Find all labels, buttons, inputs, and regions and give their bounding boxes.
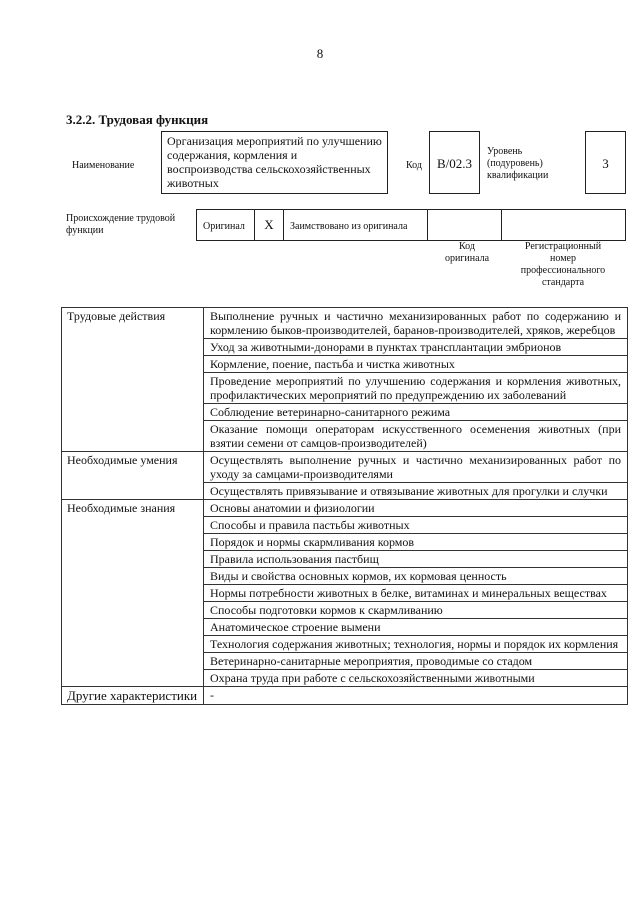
required-knowledge-heading: Необходимые знания <box>62 500 204 687</box>
code-value-box: В/02.3 <box>429 131 480 194</box>
table-cell: Способы и правила пастьбы животных <box>204 517 628 534</box>
name-label: Наименование <box>72 160 135 171</box>
labor-actions-heading: Трудовые действия <box>62 308 204 452</box>
origin-original-mark: X <box>254 210 283 240</box>
table-row <box>62 687 628 705</box>
origin-row <box>196 209 626 241</box>
table-cell: Оказание помощи операторам искусственного осеменения животных (при взятии семени от самцов-производителей) <box>204 421 628 452</box>
origin-code-caption-line-2: оригинала <box>444 253 490 264</box>
table-cell: Способы подготовки кормов к скармливанию <box>204 602 628 619</box>
other-characteristics-heading: Другие характеристики <box>62 687 204 705</box>
function-name-box: Организация мероприятий по улучшению содержания, кормления и воспроизводства сельскохозяйственных животных <box>161 131 388 194</box>
level-value-box: 3 <box>585 131 626 194</box>
table-cell: Основы анатомии и физиологии <box>204 500 628 517</box>
level-label-line-2: (подуровень) <box>487 158 543 169</box>
origin-reg-number-cell <box>501 210 626 240</box>
table-row <box>62 452 628 483</box>
required-skills-heading: Необходимые умения <box>62 452 204 500</box>
table-cell: Порядок и нормы скармливания кормов <box>204 534 628 551</box>
qualification-level-label <box>487 146 548 182</box>
table-cell: Проведение мероприятий по улучшению содержания и кормления животных, профилактических мероприятий по предупреждению их заболеваний <box>204 373 628 404</box>
origin-code-caption <box>442 241 492 265</box>
origin-borrowed-cell <box>283 210 427 240</box>
table-cell: Осуществлять выполнение ручных и частично механизированных работ по уходу за самцами-производителями <box>204 452 628 483</box>
table-cell: Кормление, поение, пастьба и чистка животных <box>204 356 628 373</box>
page-number: 8 <box>316 46 324 61</box>
table-cell: Выполнение ручных и частично механизированных работ по содержанию и кормлению быков-производителей, баранов-производителей, хряков, жеребцов <box>204 308 628 339</box>
table-cell: Соблюдение ветеринарно-санитарного режима <box>204 404 628 421</box>
origin-reg-caption-line-3: профессионального <box>520 265 606 276</box>
origin-reg-caption-line-2: номер <box>550 253 576 264</box>
table-cell: - <box>204 687 628 705</box>
origin-code-caption-line-1: Код <box>459 241 475 252</box>
origin-label: Происхождение трудовой функции <box>66 213 176 236</box>
level-label-line-1: Уровень <box>487 146 523 157</box>
function-details-table <box>61 307 628 705</box>
table-cell: Технология содержания животных; технология, нормы и порядок их кормления <box>204 636 628 653</box>
origin-original-label: Оригинал <box>203 221 245 232</box>
level-label-line-3: квалификации <box>487 170 549 181</box>
table-cell: Осуществлять привязывание и отвязывание животных для прогулки и случки <box>204 483 628 500</box>
table-cell: Анатомическое строение вымени <box>204 619 628 636</box>
table-cell: Виды и свойства основных кормов, их кормовая ценность <box>204 568 628 585</box>
table-row <box>62 500 628 517</box>
table-row <box>62 308 628 339</box>
code-label: Код <box>406 160 422 171</box>
table-cell: Нормы потребности животных в белке, витаминах и минеральных веществах <box>204 585 628 602</box>
table-cell: Охрана труда при работе с сельскохозяйственными животными <box>204 670 628 687</box>
origin-reg-caption-line-1: Регистрационный <box>524 241 602 252</box>
table-cell: Ветеринарно-санитарные мероприятия, проводимые со стадом <box>204 653 628 670</box>
origin-reg-caption <box>508 241 618 289</box>
table-cell: Уход за животными-донорами в пунктах трансплантации эмбрионов <box>204 339 628 356</box>
section-title: 3.2.2. Трудовая функция <box>66 112 209 127</box>
origin-borrowed-label: Заимствовано из оригинала <box>290 221 408 232</box>
origin-reg-caption-line-4: стандарта <box>541 277 585 288</box>
origin-original-cell <box>196 210 254 240</box>
origin-code-cell <box>427 210 501 240</box>
table-cell: Правила использования пастбищ <box>204 551 628 568</box>
